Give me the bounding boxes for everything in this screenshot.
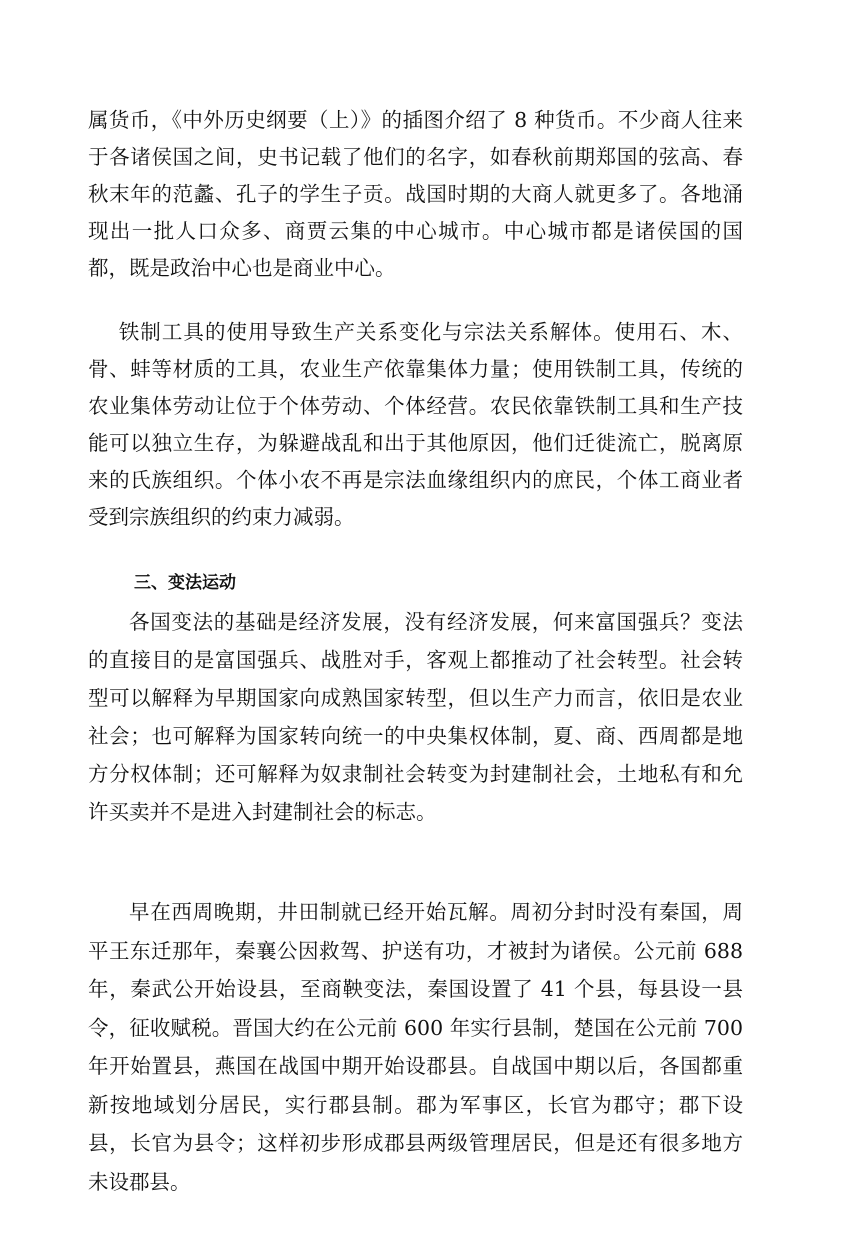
section-heading-reform: 三、变法运动	[134, 573, 236, 593]
paragraph-currency-merchants: 属货币，《中外历史纲要（上）》的插图介绍了 8 种货币。不少商人往来于各诸侯国之间，史书记载了他们的名字，如春秋前期郑国的弦高、春秋末年的范蠡、孔子的学生子贡。战国时期的大商人就更多了。各地涌现出一批人口众多、商贾云集的中心城市。中心城市都是诸侯国的国都，既是政治中心也是商业中心。	[88, 108, 743, 280]
paragraph-reform-basis: 各国变法的基础是经济发展，没有经济发展，何来富国强兵？变法的直接目的是富国强兵、战胜对手，客观上都推动了社会转型。社会转型可以解释为早期国家向成熟国家转型，但以生产力而言，依旧是农业社会；也可解释为国家转向统一的中央集权体制，夏、商、西周都是地方分权体制；还可解释为奴隶制社会转变为封建制社会，土地私有和允许买卖并不是进入封建制社会的标志。	[88, 610, 743, 824]
paragraph-county-system: 早在西周晚期，井田制就已经开始瓦解。周初分封时没有秦国，周平王东迁那年，秦襄公因救驾、护送有功，才被封为诸侯。公元前 688 年，秦武公开始设县，至商鞅变法，秦国设置了 41 个县，每县设一县令，征收赋税。晋国大约在公元前 600 年实行县制，楚国在公元前 700 年开始置县，燕国在战国中期开始设郡县。自战国中期以后，各国都重新按地域划分居民，实行郡县制。郡为军事区，长官为郡守；郡下设县，长官为县令；这样初步形成郡县两级管理居民，但是还有很多地方未设郡县。	[88, 900, 743, 1194]
paragraph-iron-tools: 铁制工具的使用导致生产关系变化与宗法关系解体。使用石、木、骨、蚌等材质的工具，农业生产依靠集体力量；使用铁制工具，传统的农业集体劳动让位于个体劳动、个体经营。农民依靠铁制工具和生产技能可以独立生存，为躲避战乱和出于其他原因，他们迁徙流亡，脱离原来的氏族组织。个体小农不再是宗法血缘组织内的庶民，个体工商业者受到宗族组织的约束力减弱。	[88, 320, 743, 529]
